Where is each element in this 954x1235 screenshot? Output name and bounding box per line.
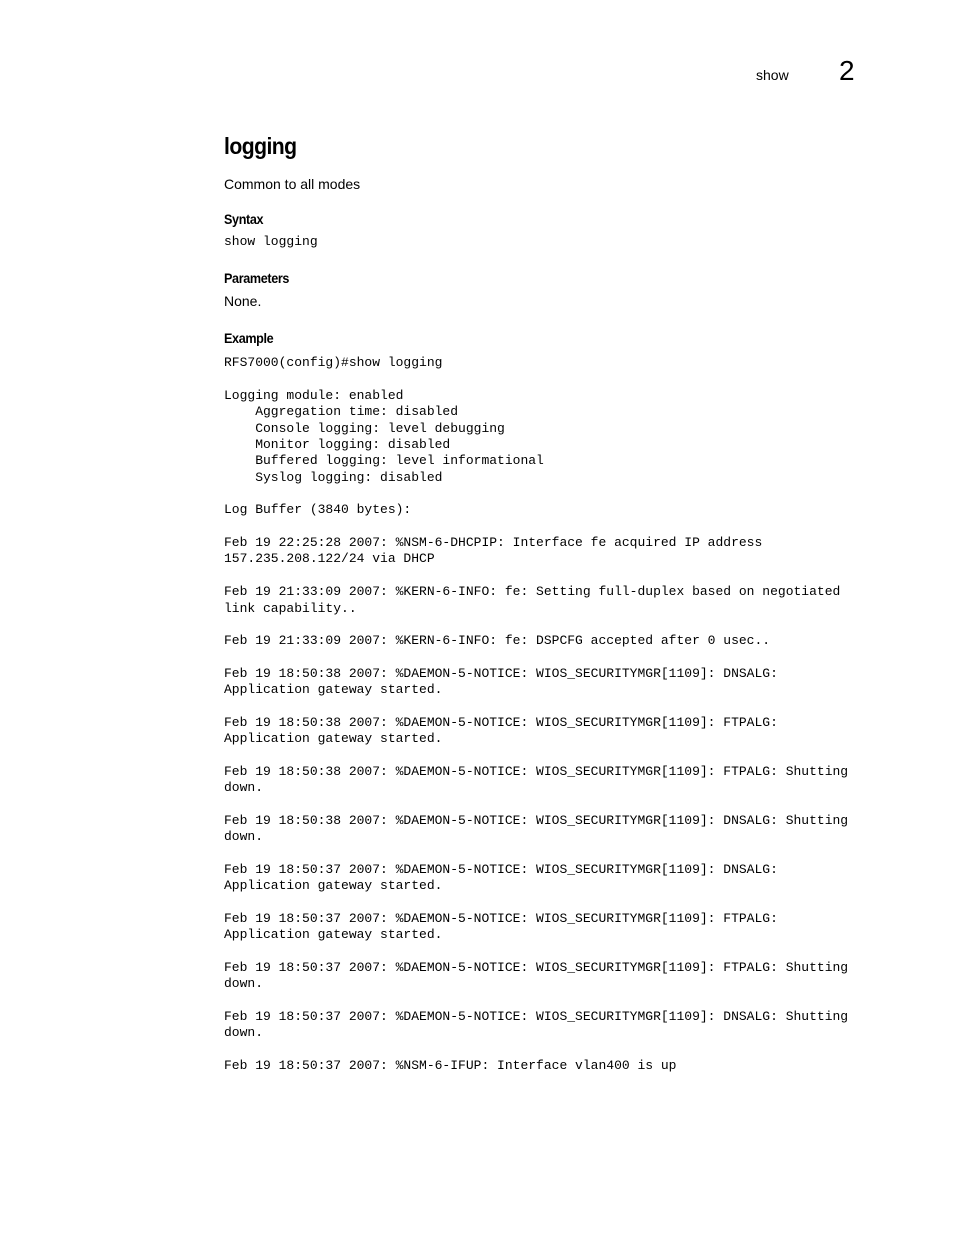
- syntax-heading: Syntax: [224, 211, 264, 227]
- syntax-code: show logging: [224, 234, 318, 249]
- command-mode: Common to all modes: [224, 176, 361, 192]
- page-content: [224, 130, 904, 1074]
- parameters-text: None.: [224, 293, 262, 310]
- chapter-number: 2: [839, 55, 855, 86]
- example-heading: Example: [224, 330, 274, 347]
- page-title: logging: [224, 133, 297, 159]
- running-header-section: show: [756, 67, 789, 83]
- example-code-block: RFS7000(config)#show logging Logging module: enabled Aggregation time: disabled Console logging: level debugging Monitor logging: disabled Buffered logging: level informational Syslog logging: disabled Log Buffer (3840 bytes): Feb 19 22:25:28 2007: %NSM-6-DHCPIP: Interface fe acquired IP address 157.235.208.122/24 via DHCP Feb 19 21:33:09 2007: %KERN-6-INFO: fe: Setting full-duplex based on negotiated link capability.. Feb 19 21:33:09 2007: %KERN-6-INFO: fe: DSPCFG accepted after 0 usec.. Feb 19 18:50:38 2007: %DAEMON-5-NOTICE: WIOS_SECURITYMGR[1109]: DNSALG: Application gateway started. Feb 19 18:50:38 2007: %DAEMON-5-NOTICE: WIOS_SECURITYMGR[1109]: FTPALG: Application gateway started. Feb 19 18:50:38 2007: %DAEMON-5-NOTICE: WIOS_SECURITYMGR[1109]: FTPALG: Shutting down. Feb 19 18:50:38 2007: %DAEMON-5-NOTICE: WIOS_SECURITYMGR[1109]: DNSALG: Shutting down. Feb 19 18:50:37 2007: %DAEMON-5-NOTICE: WIOS_SECURITYMGR[1109]: DNSALG: Application gateway started. Feb 19 18:50:37 2007: %DAEMON-5-NOTICE: WIOS_SECURITYMGR[1109]: FTPALG: Application gateway started. Feb 19 18:50:37 2007: %DAEMON-5-NOTICE: WIOS_SECURITYMGR[1109]: FTPALG: Shutting down. Feb 19 18:50:37 2007: %DAEMON-5-NOTICE: WIOS_SECURITYMGR[1109]: DNSALG: Shutting down. Feb 19 18:50:37 2007: %NSM-6-IFUP: Interface vlan400 is up: [224, 355, 849, 1074]
- parameters-heading: Parameters: [224, 270, 290, 287]
